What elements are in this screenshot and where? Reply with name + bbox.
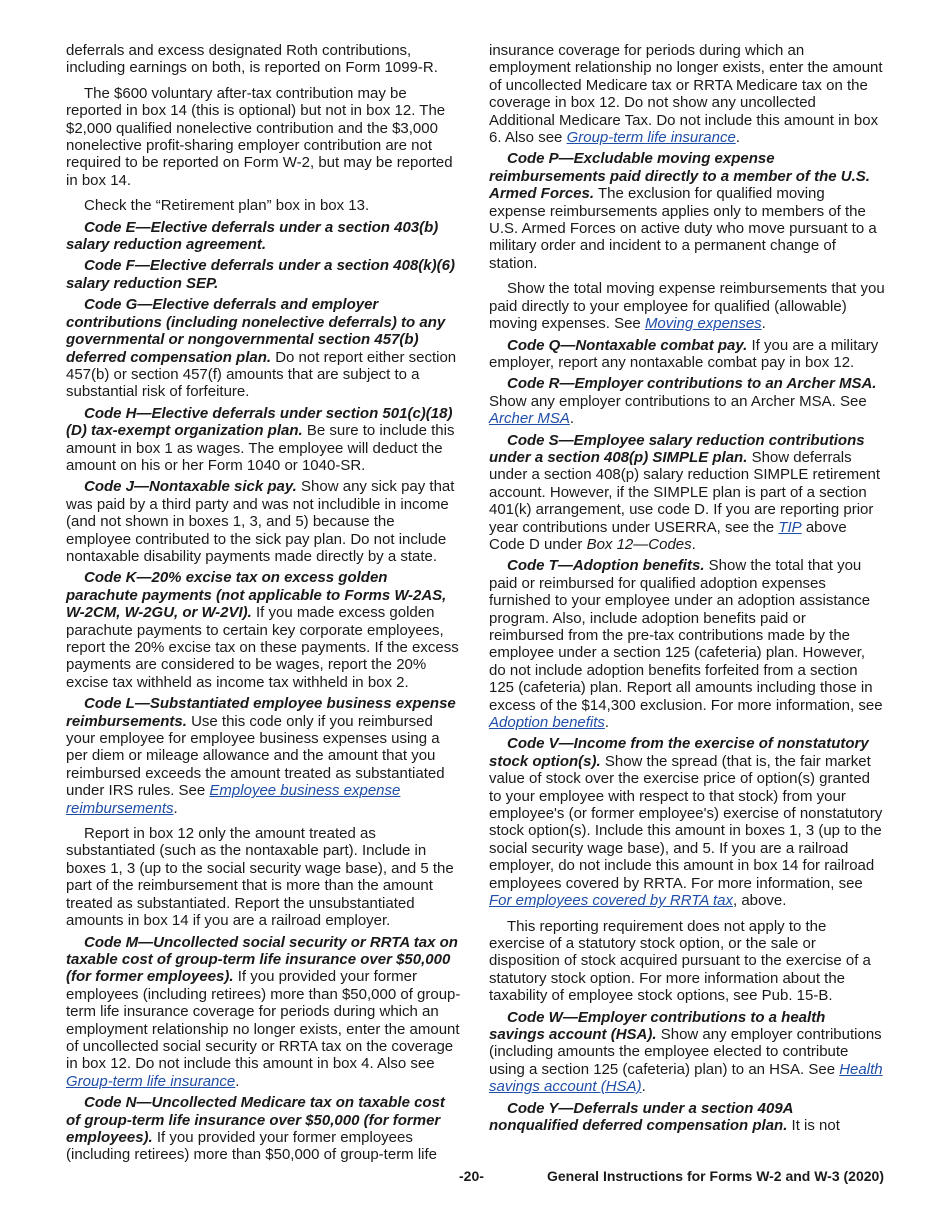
- code-v-heading: Code V—Income from the exercise of nonstatutory stock option(s).: [489, 735, 869, 770]
- code-e-entry: [66, 219, 462, 254]
- code-f-entry: [66, 257, 462, 292]
- code-y-entry: [489, 1100, 885, 1135]
- code-k-entry: [66, 569, 462, 691]
- code-t-entry: Code T—Adoption benefits. Show the total that you paid or reimbursed for qualified adoption expenses furnished to your employee under an adoption assistance program. Also, include adoption benefits paid or reimbursed from the pre-tax contributions made by the employee under a section 125 (cafeteria) plan. However, do not include adoption benefits forfeited from a section 125 (cafeteria) plan. Report all amounts including those in excess of the $14,300 exclusion. For more information, see Adoption benefits.: [489, 557, 883, 732]
- code-l-text: Use this code only if you reimbursed your employee for employee business expenses using a per diem or mileage allowance and the amount that you reimbursed exceeds the amount treated as substantiated under IRS rules. See: [66, 712, 445, 800]
- adoption-benefits-link[interactable]: Adoption benefits: [489, 714, 605, 732]
- right-column: [489, 42, 885, 1138]
- code-w-heading: Code W—Employer contributions to a health savings account (HSA).: [489, 1008, 826, 1043]
- group-term-life-link[interactable]: Group-term life insurance: [566, 129, 736, 147]
- code-e-heading: Code E—Elective deferrals under a section 403(b) salary reduction agreement.: [66, 218, 439, 254]
- code-s-reference: Box 12—Codes: [586, 535, 692, 553]
- paragraph: Report in box 12 only the amount treated as substantiated (such as the nontaxable part). Include in boxes 1, 3 (up to the social security wage base), and 5 the part of the reimbursement that is more than the amount treated as substantiated. Report the unsubstantiated amounts in box 14 if you are a railroad employer.: [66, 825, 454, 930]
- code-r-heading: Code R—Employer contributions to an Archer MSA.: [507, 375, 877, 393]
- code-w-text: Show any employer contributions (including amounts the employee elected to contribute using a section 125 (cafeteria) plan) to an HSA. See: [489, 1025, 882, 1078]
- paragraph: deferrals and excess designated Roth contributions, including earnings on both, is reported on Form 1099-R.: [66, 42, 438, 77]
- left-column: [66, 42, 462, 1168]
- code-v-entry: [489, 735, 885, 909]
- code-g-heading: Code G—Elective deferrals and employer contributions (including nonelective deferrals) to any governmental or nongovernmental section 457(b) deferred compensation plan.: [66, 296, 446, 366]
- code-j-text: Show any sick pay that was paid by a third party and was not includible in income (and not shown in boxes 1, 3, and 5) because the employee contributed to the sick pay plan. Do not include nontaxable disability payments made directly by a state.: [66, 478, 455, 565]
- code-p-text: The exclusion for qualified moving expense reimbursements applies only to members of the U.S. Armed Forces on active duty who move pursuant to a military order and incident to a permanent change of station.: [489, 185, 877, 272]
- code-n-text: If you provided your former employees (including retirees) more than $50,000 of group-term life: [66, 1128, 438, 1164]
- code-f-heading: Code F—Elective deferrals under a section 408(k)(6) salary reduction SEP.: [66, 257, 455, 292]
- paragraph: Check the “Retirement plan” box in box 13.: [84, 197, 370, 215]
- tip-link[interactable]: TIP: [778, 518, 802, 536]
- employee-business-expense-link[interactable]: Employee business expense reimbursements: [66, 782, 401, 817]
- paragraph-text: Show the total moving expense reimbursements that you paid directly to your employee for qualified (allowable) moving expenses. See: [489, 280, 885, 333]
- code-h-text: Be sure to include this amount in box 1 as wages. The employee will deduct the amount on his or her Form 1040 or 1040-SR.: [66, 422, 455, 474]
- code-y-heading: Code Y—Deferrals under a section 409A nonqualified deferred compensation plan.: [489, 1099, 793, 1134]
- archer-msa-link[interactable]: Archer MSA: [489, 410, 570, 428]
- code-k-heading: Code K—20% excise tax on excess golden parachute payments (not applicable to Forms W-2AS, W-2CM, W-2GU, or W-2VI).: [66, 569, 447, 622]
- paragraph: The $600 voluntary after-tax contribution may be reported in box 14 (this is optional) but not in box 12. The $2,000 qualified nonelective contribution and the $3,000 nonelective profit-sharing employer contribution are not required to be reported on Form W-2, but may be reported in box 14.: [66, 84, 453, 189]
- paragraph-text: insurance coverage for periods during which an employment relationship no longer exists, enter the amount of uncollected Medicare tax or RRTA Medicare tax on the coverage in box 12. Do not show any uncollected Additional Medicare Tax. Do not include this amount in box 6. Also see: [489, 42, 883, 147]
- code-l-entry: Code L—Substantiated employee business expense reimbursements. Use this code only if you reimbursed your employee for employee business expenses using a per diem or mileage allowance and the amount that you reimbursed exceeds the amount treated as substantiated under IRS rules. See Employee business expense reimbursements.: [66, 695, 456, 817]
- page-number: -20-: [459, 1168, 484, 1184]
- rrta-tax-link[interactable]: For employees covered by RRTA tax: [489, 892, 733, 910]
- code-g-text: Do not report either section 457(b) or section 457(f) amounts that are subject to a substantial risk of forfeiture.: [66, 348, 457, 401]
- code-t-heading: Code T—Adoption benefits.: [507, 557, 705, 575]
- code-s-entry: Code S—Employee salary reduction contributions under a section 408(p) SIMPLE plan. Show deferrals under a section 408(p) salary reduction SIMPLE retirement account. However, if the SIMPLE plan is part of a section 401(k) arrangement, use code D. If you are reporting prior year contributions under USERRA, see the TIP above Code D under Box 12—Codes.: [489, 431, 881, 553]
- code-s-text: Show deferrals under a section 408(p) salary reduction SIMPLE retirement account. However, if the SIMPLE plan is part of a section 401(k) arrangement, use code D. If you are reporting prior year contributions under USERRA, see the: [489, 448, 881, 536]
- code-q-text: If you are a military employer, report any nontaxable combat pay in box 12.: [489, 336, 879, 371]
- document-title: General Instructions for Forms W-2 and W-3 (2020): [546, 1168, 884, 1184]
- code-p-heading: Code P—Excludable moving expense reimbursements paid directly to a member of the U.S. Armed Forces.: [489, 150, 870, 203]
- code-q-entry: [489, 337, 885, 372]
- code-h-heading: Code H—Elective deferrals under section 501(c)(18)(D) tax-exempt organization plan.: [66, 404, 453, 440]
- code-s-heading: Code S—Employee salary reduction contributions under a section 408(p) SIMPLE plan.: [489, 431, 865, 466]
- paragraph: This reporting requirement does not apply to the exercise of a statutory stock option, or the sale or disposition of stock acquired pursuant to the exercise of a statutory stock option. For more information about the taxability of employee stock options, see Pub. 15-B.: [489, 917, 871, 1005]
- code-v-text: Show the spread (that is, the fair market value of stock over the exercise price of option(s) granted to your employee with respect to that stock) from your employee's (or former employee's) exercise of nonstatutory stock option(s). Include this amount in boxes 1, 3 (up to the social security wage base), and 5. If you are a railroad employer, do not include this amount in box 14 for railroad employees covered by RRTA. For more information, see: [489, 752, 883, 892]
- paragraph: Show the total moving expense reimbursements that you paid directly to your employee for qualified (allowable) moving expenses. See Moving expenses.: [489, 280, 885, 333]
- code-h-entry: [66, 405, 462, 475]
- code-n-entry: [66, 1094, 462, 1164]
- code-q-heading: Code Q—Nontaxable combat pay.: [507, 336, 748, 354]
- code-t-text: Show the total that you paid or reimbursed for qualified adoption expenses furnished to your employee under an adoption assistance program. Also, include adoption benefits paid or reimbursed from the pre-tax contributions made by the employee under a section 125 (cafeteria) plan. However, do not include adoption benefits forfeited from a section 125 (cafeteria) plan. Report all amounts including those in excess of the $14,300 exclusion. For more information, see: [489, 557, 883, 714]
- group-term-life-link[interactable]: Group-term life insurance: [66, 1072, 236, 1090]
- code-v-text-2: , above.: [732, 892, 787, 910]
- code-r-text: Show any employer contributions to an Archer MSA. See: [489, 392, 867, 410]
- hsa-link[interactable]: Health savings account (HSA): [489, 1060, 883, 1096]
- code-w-entry: Code W—Employer contributions to a health savings account (HSA). Show any employer contributions (including amounts the employee elected to contribute using a section 125 (cafeteria) plan) to an HSA. See Health savings account (HSA).: [489, 1008, 883, 1096]
- code-l-heading: Code L—Substantiated employee business expense reimbursements.: [66, 695, 456, 730]
- code-m-heading: Code M—Uncollected social security or RRTA tax on taxable cost of group-term life insurance over $50,000 (for former employees).: [66, 933, 458, 986]
- paragraph: insurance coverage for periods during which an employment relationship no longer exists, enter the amount of uncollected Medicare tax or RRTA Medicare tax on the coverage in box 12. Do not show any uncollected Additional Medicare Tax. Do not include this amount in box 6. Also see Group-term life insurance.: [489, 42, 883, 147]
- code-j-heading: Code J—Nontaxable sick pay.: [84, 478, 297, 496]
- code-j-entry: [66, 478, 462, 565]
- code-k-text: If you made excess golden parachute payments to certain key corporate employees, report the 20% excise tax on these payments. If the excess payments are considered to be wages, report the 20% excise tax withheld as income tax withheld in box 2.: [66, 604, 459, 691]
- code-m-text: If you provided your former employees (including retirees) more than $50,000 of group-term life insurance coverage for periods during which an employment relationship no longer exists, enter the amount of uncollected social security or RRTA tax on the coverage in box 12. Do not include this amount in box 4. Also see: [66, 968, 461, 1073]
- code-y-text: It is not: [791, 1116, 840, 1134]
- code-n-heading: Code N—Uncollected Medicare tax on taxable cost of group-term life insurance over $50,000 (for former employees).: [66, 1094, 445, 1146]
- code-g-entry: [66, 296, 462, 400]
- code-p-entry: [489, 150, 885, 272]
- moving-expenses-link[interactable]: Moving expenses: [644, 315, 762, 333]
- code-s-text-2: above Code D under: [489, 518, 847, 553]
- code-m-entry: Code M—Uncollected social security or RRTA tax on taxable cost of group-term life insurance over $50,000 (for former employees). If you provided your former employees (including retirees) more than $50,000 of group-term life insurance coverage for periods during which an employment relationship no longer exists, enter the amount of uncollected social security or RRTA tax on the coverage in box 12. Do not include this amount in box 4. Also see Group-term life insurance.: [66, 933, 461, 1090]
- code-r-entry: Code R—Employer contributions to an Archer MSA. Show any employer contributions to an Archer MSA. See Archer MSA.: [489, 375, 877, 428]
